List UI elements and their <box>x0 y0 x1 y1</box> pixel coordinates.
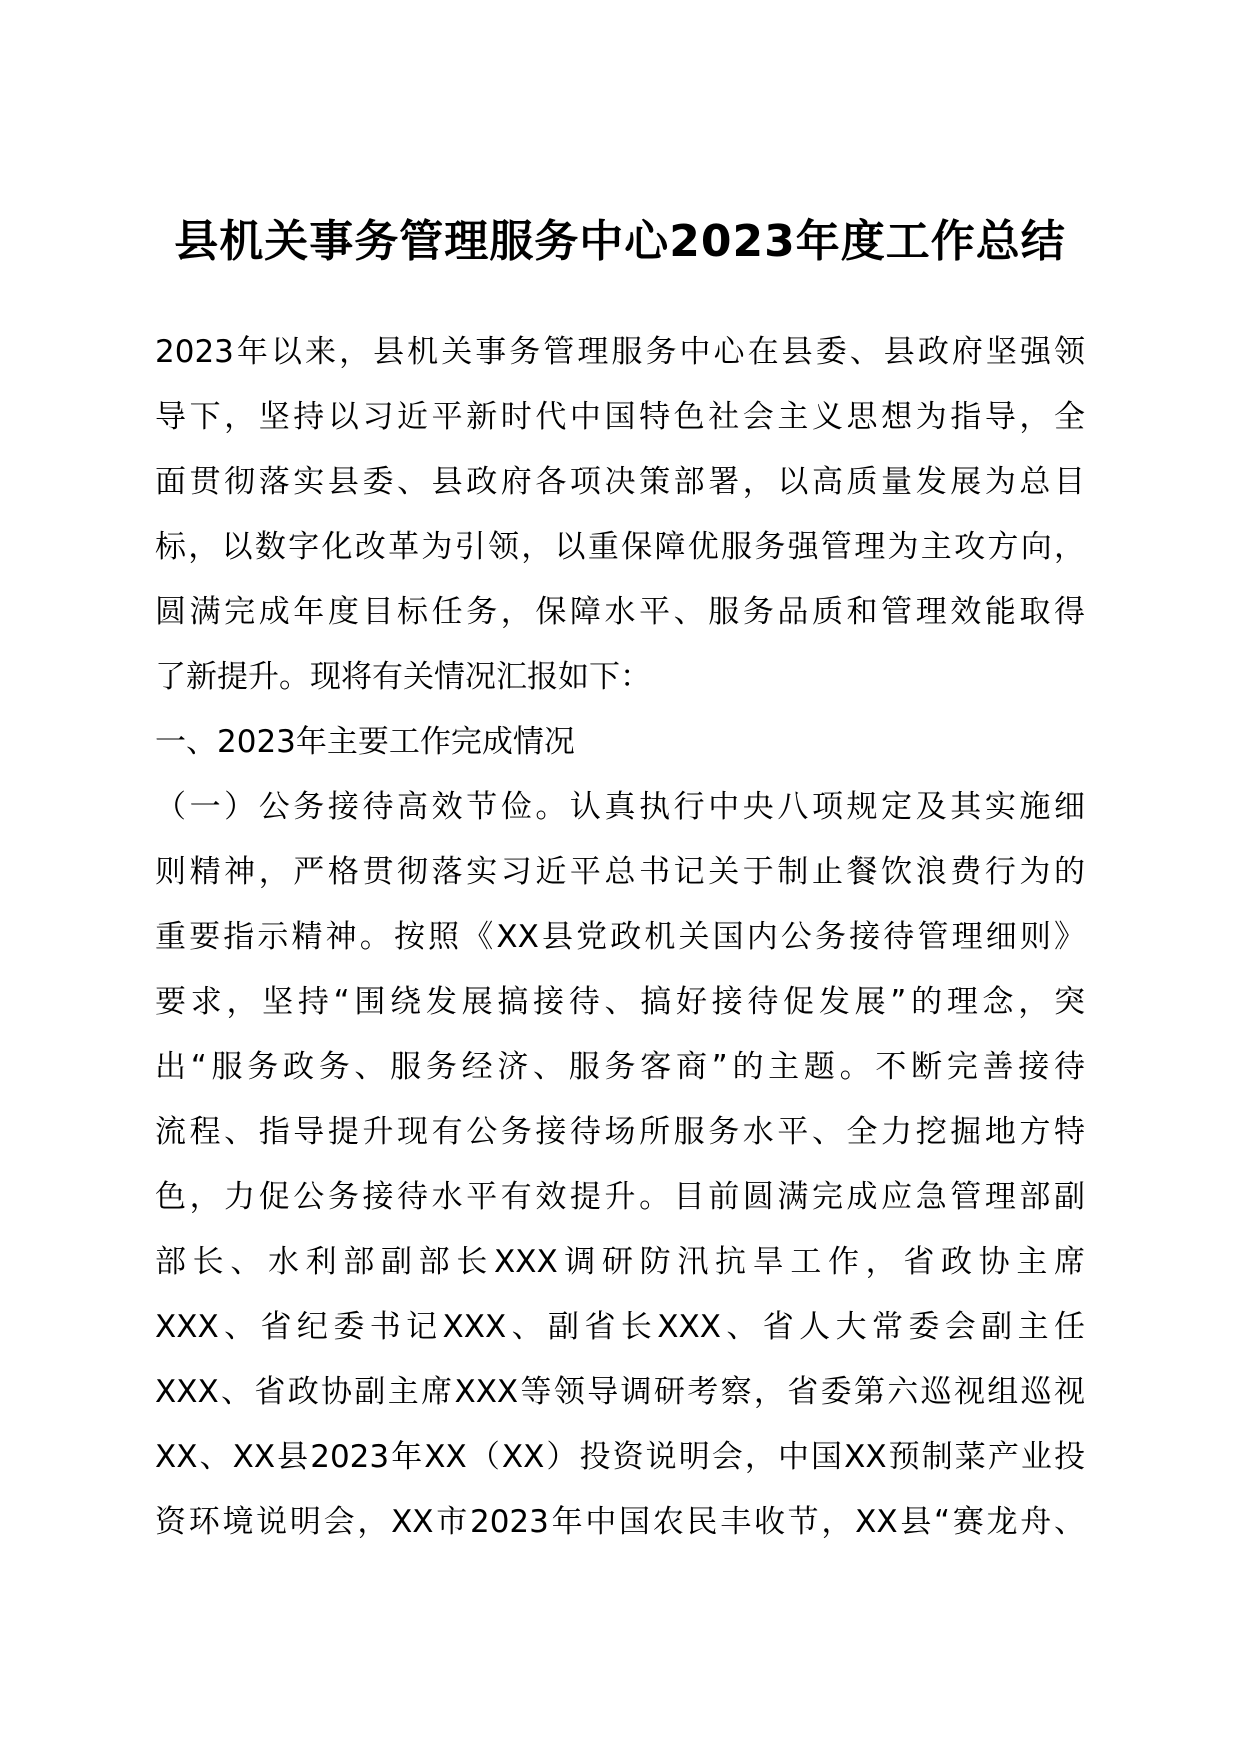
body-line: （一）公务接待高效节俭。认真执行中央八项规定及其实施细 <box>155 789 1085 825</box>
body-line: XXX、省政协副主席XXX等领导调研考察，省委第六巡视组巡视 <box>155 1374 1085 1410</box>
body-line: 部长、水利部副部长XXX调研防汛抗旱工作，省政协主席 <box>155 1244 1085 1280</box>
body-line: 则精神，严格贯彻落实习近平总书记关于制止餐饮浪费行为的 <box>155 854 1085 890</box>
document-body <box>155 320 1085 1555</box>
body-line: 面贯彻落实县委、县政府各项决策部署，以高质量发展为总目 <box>155 464 1085 500</box>
body-line: 了新提升。现将有关情况汇报如下： <box>155 659 651 695</box>
body-line: 圆满完成年度目标任务，保障水平、服务品质和管理效能取得 <box>155 594 1085 630</box>
body-line: 重要指示精神。按照《XX县党政机关国内公务接待管理细则》 <box>155 919 1085 955</box>
body-line: 出“服务政务、服务经济、服务客商”的主题。不断完善接待 <box>155 1049 1085 1085</box>
body-line: 色，力促公务接待水平有效提升。目前圆满完成应急管理部副 <box>155 1179 1085 1215</box>
document-title: 县机关事务管理服务中心2023年度工作总结 <box>174 216 1066 267</box>
body-line: XX、XX县2023年XX（XX）投资说明会，中国XX预制菜产业投 <box>155 1439 1085 1475</box>
body-line: 2023年以来，县机关事务管理服务中心在县委、县政府坚强领 <box>155 334 1085 370</box>
body-line: 标，以数字化改革为引领，以重保障优服务强管理为主攻方向， <box>155 529 1085 565</box>
body-line: XXX、省纪委书记XXX、副省长XXX、省人大常委会副主任 <box>155 1309 1085 1345</box>
body-line: 流程、指导提升现有公务接待场所服务水平、全力挖掘地方特 <box>155 1114 1085 1150</box>
body-line: 要求，坚持“围绕发展搞接待、搞好接待促发展”的理念，突 <box>155 984 1085 1020</box>
body-line: 资环境说明会，XX市2023年中国农民丰收节，XX县“赛龙舟、 <box>155 1504 1085 1540</box>
body-line: 导下，坚持以习近平新时代中国特色社会主义思想为指导，全 <box>155 399 1085 435</box>
section-heading: 一、2023年主要工作完成情况 <box>155 724 575 760</box>
